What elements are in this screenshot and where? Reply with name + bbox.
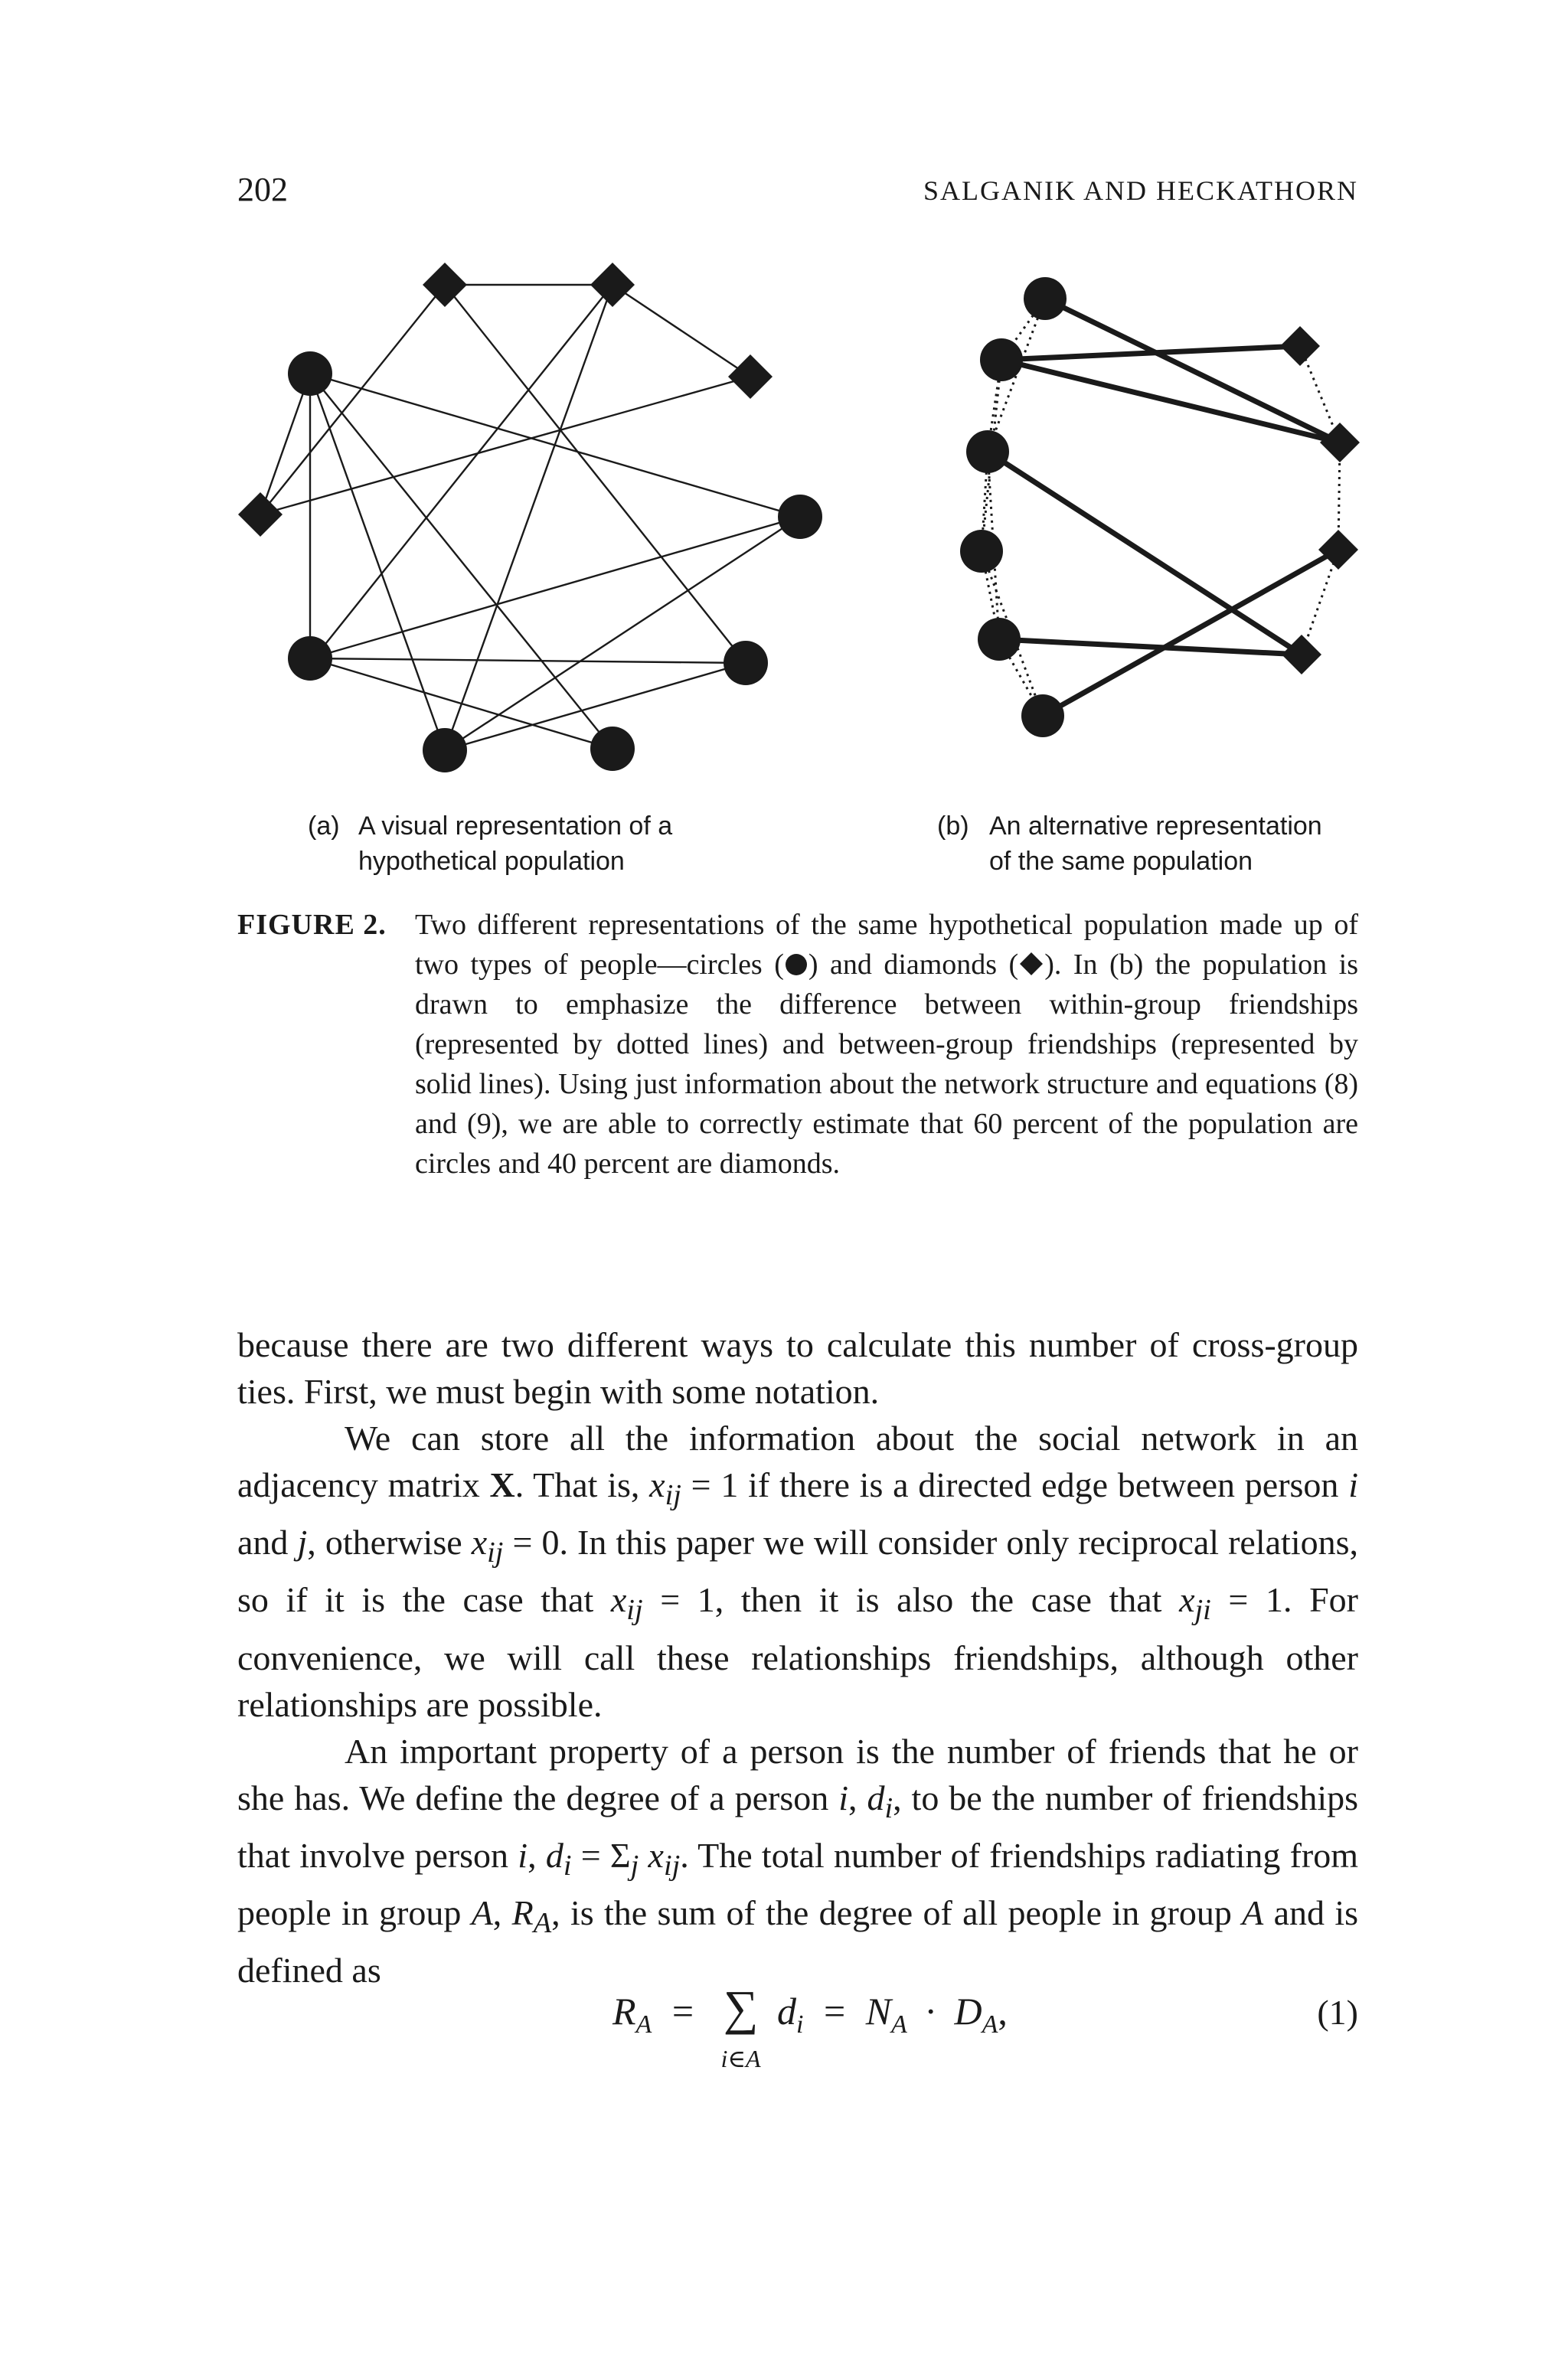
equation-number: (1) [1317, 1993, 1358, 2032]
edge [310, 517, 800, 658]
panel-a-caption-line1: A visual representation of a [358, 811, 673, 841]
panel-b-caption-line1: An alternative representation [989, 811, 1322, 841]
page-number: 202 [237, 171, 288, 208]
edge [310, 658, 612, 749]
panel-a-nodes [238, 263, 822, 772]
equation-1 [237, 1966, 1358, 2073]
sum-index: i∈A [720, 2045, 761, 2072]
panel-a-caption [308, 808, 767, 879]
diamond-node [1280, 326, 1320, 366]
edge [1043, 550, 1338, 716]
diamond-node [423, 263, 467, 307]
edge [310, 374, 612, 749]
edge [988, 452, 1302, 655]
circle-node [288, 636, 332, 681]
edge [310, 658, 746, 663]
paragraph-2: We can store all the information about the social network in an adjacency matrix X. That is, $x_{ij} = 1$ if there is a directed edge between person i and j, otherwise $x_{ij} = 0$. In this paper we will consider only reciprocal relations, so if it is the case that $x_{ij} = 1$, then it is also the case that $x_{ji} = 1$. For convenience, we will call these relationships friendships, although other relationships are possible. [237, 1419, 1359, 1724]
panel-a-label: (a) [308, 811, 340, 841]
circle-node [1021, 694, 1064, 737]
edge [260, 377, 750, 514]
edge [260, 374, 310, 514]
edge [260, 285, 445, 514]
figure-caption-text: Two different representations of the same hypothetical population made up of two types of people—circles ( ) and diamonds ( ). In (b) the population is drawn to emphasize the difference between within-group friendships (represented by dotted lines) and between-group friendships (represented by solid lines). Using just information about the network structure and equations (8) and (9), we are able to correctly estimate that 60 percent of the population are circles and 40 percent are diamonds. [415, 909, 1358, 1180]
edge [1001, 360, 1340, 442]
circle-node [1024, 277, 1067, 320]
circle-node [288, 351, 332, 396]
figure-panel-b-network [949, 253, 1393, 758]
edge [314, 285, 612, 658]
running-head: SALGANIK AND HECKATHORN [923, 175, 1358, 206]
figure-panel-a-network [230, 253, 858, 789]
circle-node [724, 641, 768, 685]
paragraph-1: because there are two different ways to calculate this number of cross-group ties. First, we must begin with some notation. [237, 1325, 1358, 1411]
edge [310, 374, 445, 750]
edge [310, 374, 800, 517]
panel-b-label: (b) [937, 811, 969, 841]
figure-caption [237, 905, 1358, 1184]
diamond-node [590, 263, 635, 307]
panel-b-caption [937, 808, 1366, 879]
diamond-node [728, 354, 773, 399]
sum-symbol: ∑ [723, 1981, 759, 2035]
circle-symbol-icon [784, 952, 808, 977]
panel-a-caption-line2: hypothetical population [358, 847, 625, 876]
circle-node [590, 727, 635, 771]
diamond-node [1318, 530, 1358, 570]
paragraph-3: An important property of a person is the number of friends that he or she has. We define the degree of a person i, $d_i$, to be the number of friendships that involve person i, $d_i = \Sigma_j$ $x_{ij}$. The total number of friendships radiating from people in group A, $R_A$, is the sum of the degree of all people in group A and is defined as [237, 1731, 1359, 1990]
circle-node [966, 430, 1009, 473]
panel-b-caption-line2: of the same population [989, 847, 1253, 876]
circle-node [778, 495, 822, 539]
circle-node [423, 728, 467, 772]
edge [1045, 299, 1340, 442]
panel-b-nodes [960, 277, 1360, 737]
edge [612, 285, 750, 377]
diamond-node [1282, 635, 1321, 674]
circle-node [978, 618, 1021, 661]
diamond-symbol-icon [1018, 951, 1044, 977]
circle-node [980, 338, 1023, 381]
equation-expression: $R_A$ = ∑ i∈A $d_i = N_A \cdot D_A$, [612, 1981, 1008, 2072]
panel-a-edges [260, 285, 800, 750]
circle-node [960, 530, 1003, 573]
diamond-node [238, 492, 283, 537]
edge [445, 285, 612, 750]
body-text [237, 1321, 1358, 1994]
figure-caption-label: FIGURE 2. [237, 909, 387, 941]
diamond-node [1320, 423, 1360, 462]
